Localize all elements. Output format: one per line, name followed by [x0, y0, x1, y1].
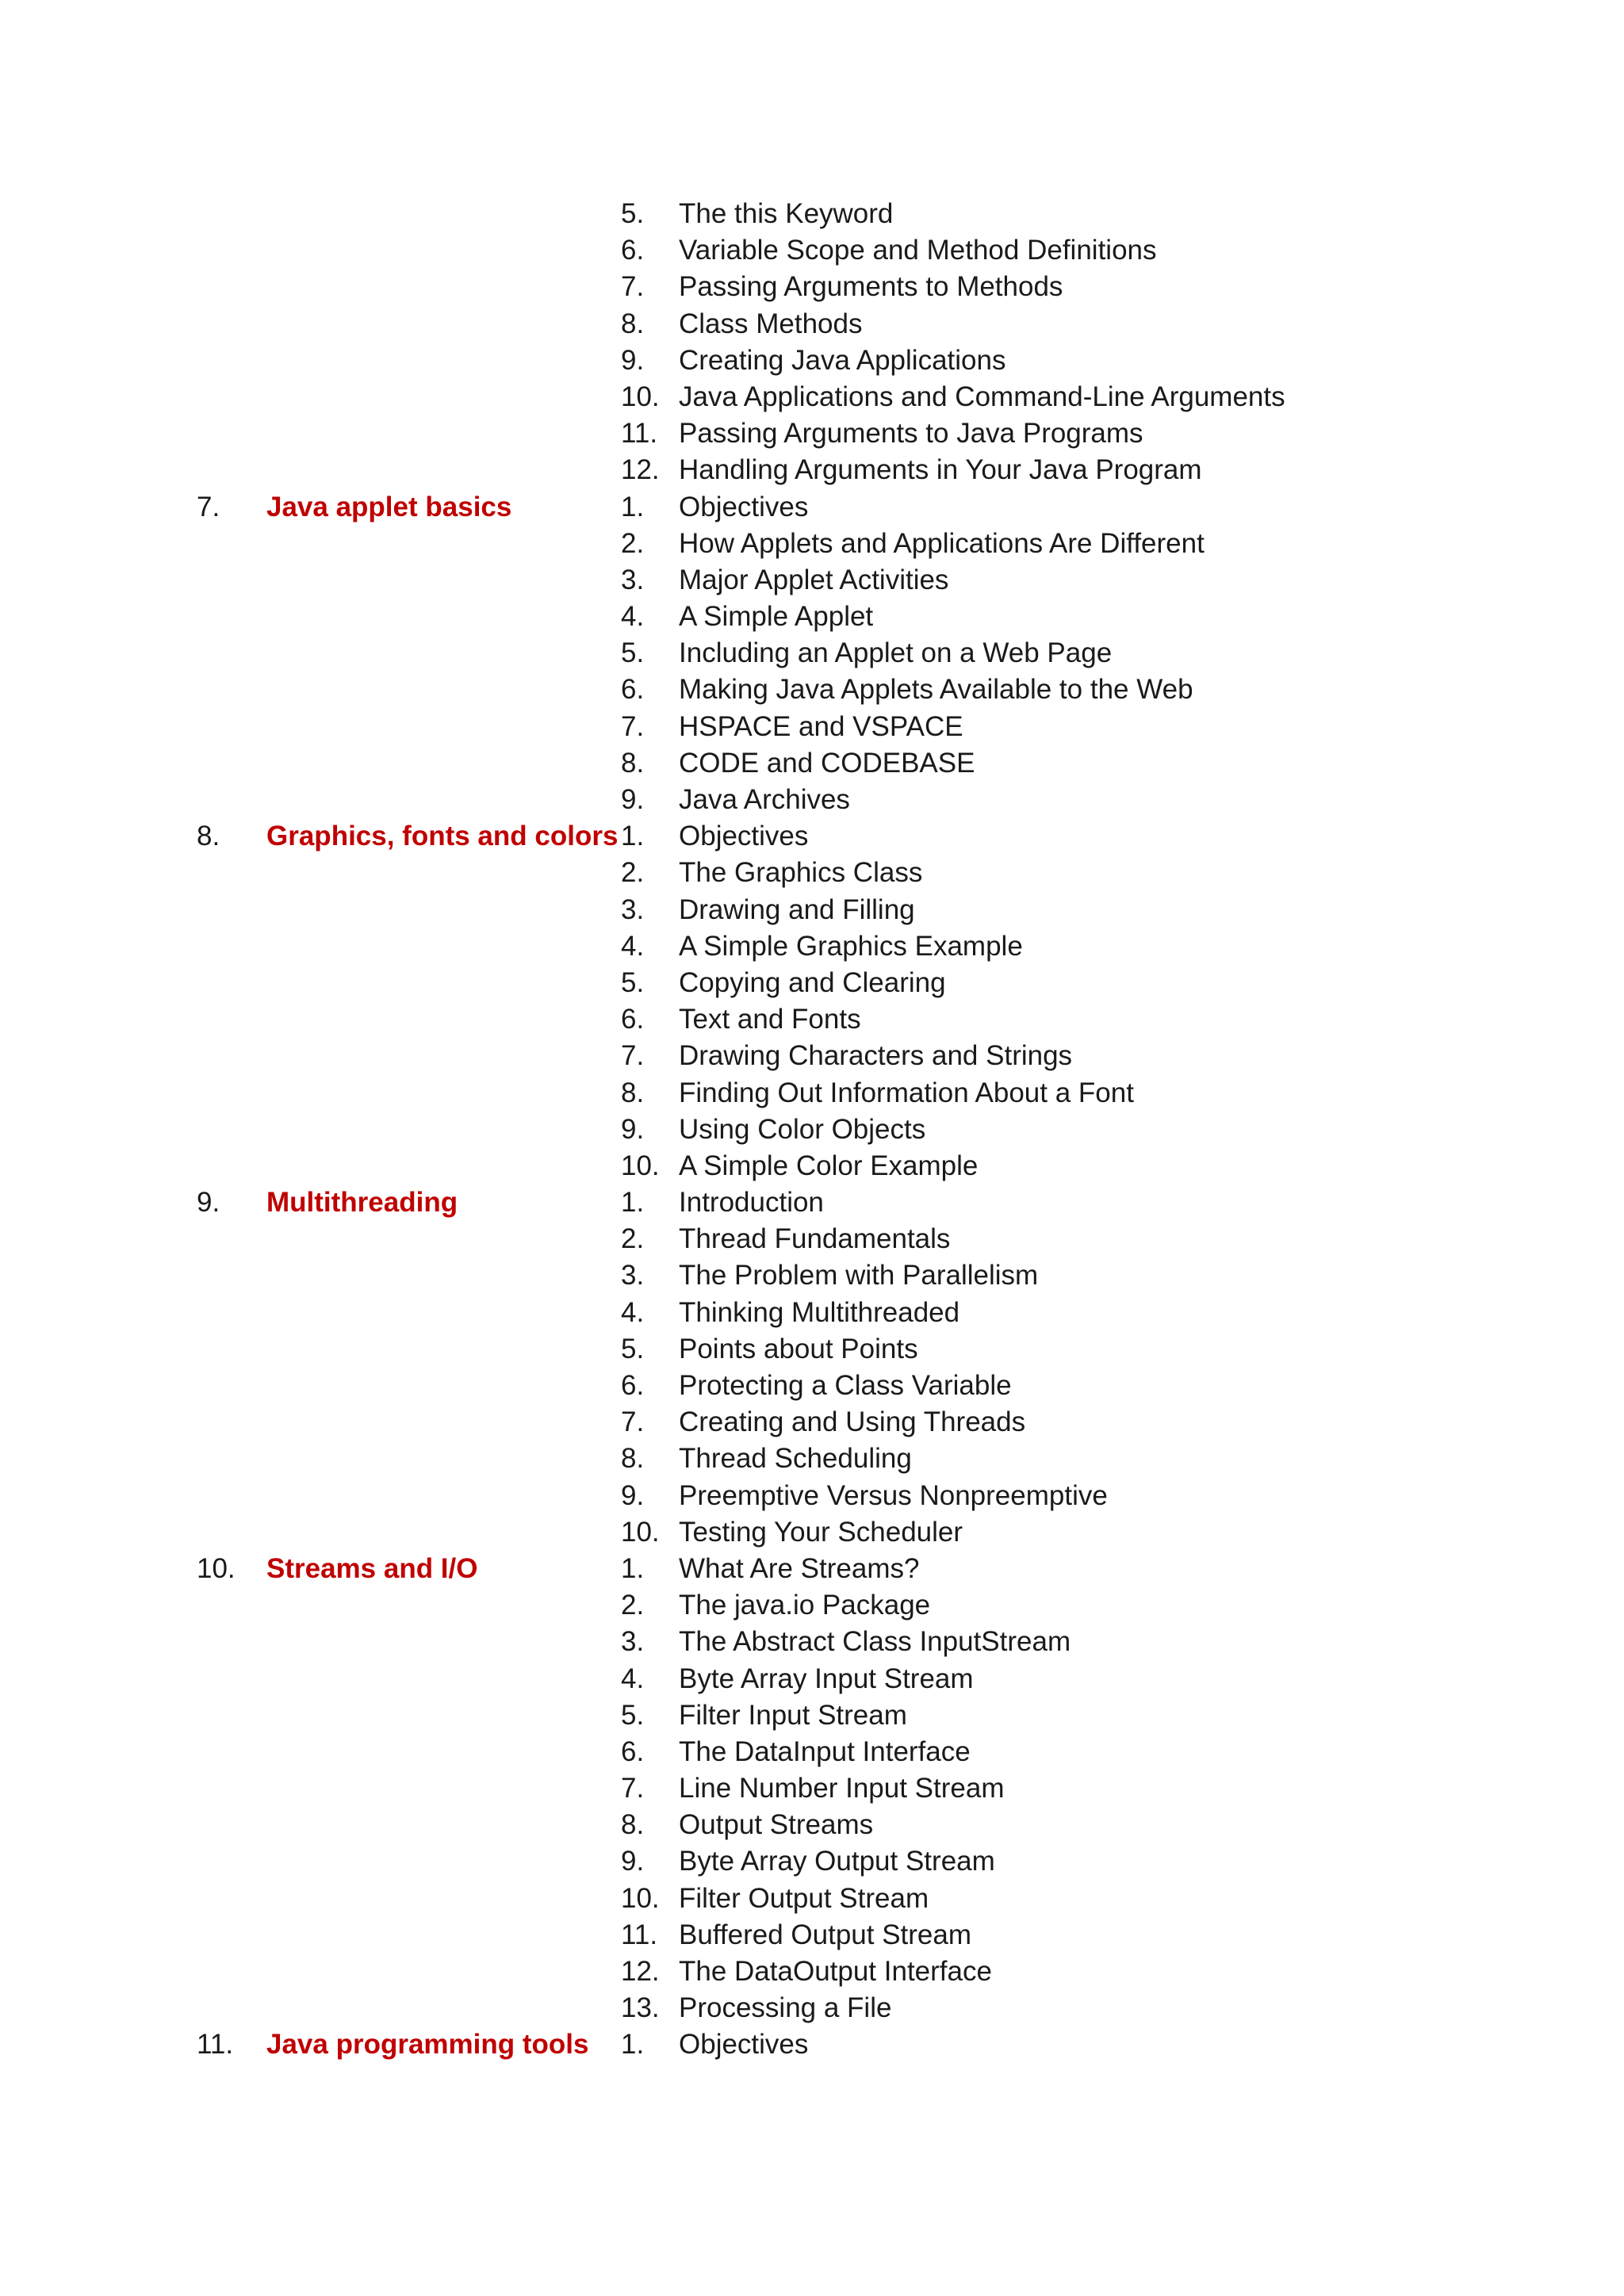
toc-row [0, 1954, 1624, 1990]
topic-number: 9. [621, 1846, 645, 1877]
toc-row [0, 1112, 1624, 1148]
toc-row [0, 1917, 1624, 1954]
topic-title: The Graphics Class [679, 857, 923, 889]
topic-title: Filter Input Stream [679, 1699, 907, 1731]
topic-number: 3. [621, 1260, 645, 1292]
topic-number: 12. [621, 454, 660, 486]
toc-row [0, 1551, 1624, 1587]
toc-row [0, 1514, 1624, 1551]
topic-number: 3. [621, 564, 645, 595]
topic-title: Using Color Objects [679, 1113, 926, 1145]
topic-number: 1. [621, 2029, 645, 2061]
topic-number: 7. [621, 1406, 645, 1438]
chapter-title: Multithreading [266, 1187, 458, 1219]
topic-number: 6. [621, 1370, 645, 1401]
chapter-title: Graphics, fonts and colors [266, 821, 619, 852]
topic-title: Handling Arguments in Your Java Program [679, 454, 1202, 486]
topic-number: 3. [621, 1626, 645, 1658]
toc-row [0, 1038, 1624, 1074]
topic-title: Line Number Input Stream [679, 1773, 1005, 1804]
toc-row [0, 1770, 1624, 1807]
topic-title: A Simple Graphics Example [679, 930, 1023, 962]
toc-row [0, 342, 1624, 379]
topic-title: The Abstract Class InputStream [679, 1626, 1071, 1658]
topic-title: Drawing and Filling [679, 894, 915, 925]
topic-number: 7. [621, 710, 645, 742]
toc-row [0, 1661, 1624, 1697]
topic-title: How Applets and Applications Are Different [679, 527, 1205, 559]
toc-row [0, 1221, 1624, 1257]
topic-title: Creating Java Applications [679, 344, 1006, 376]
toc-row [0, 1587, 1624, 1624]
toc-row [0, 855, 1624, 891]
topic-title: Filter Output Stream [679, 1882, 929, 1914]
topic-number: 7. [621, 1040, 645, 1072]
topic-title: What Are Streams? [679, 1552, 920, 1584]
toc-row [0, 1697, 1624, 1734]
topic-number: 9. [621, 784, 645, 815]
toc-row [0, 892, 1624, 928]
topic-title: Preemptive Versus Nonpreemptive [679, 1479, 1108, 1511]
topic-title: The DataInput Interface [679, 1735, 971, 1767]
table-of-contents [0, 196, 1624, 2064]
topic-number: 8. [621, 1443, 645, 1475]
topic-number: 5. [621, 198, 645, 229]
topic-number: 9. [621, 1113, 645, 1145]
topic-number: 1. [621, 1552, 645, 1584]
topic-number: 4. [621, 601, 645, 633]
toc-row [0, 196, 1624, 232]
toc-row [0, 928, 1624, 965]
toc-row [0, 526, 1624, 562]
topic-title: HSPACE and VSPACE [679, 710, 963, 742]
topic-title: Passing Arguments to Java Programs [679, 418, 1143, 450]
topic-title: Creating and Using Threads [679, 1406, 1026, 1438]
topic-title: Points about Points [679, 1333, 918, 1364]
topic-number: 8. [621, 747, 645, 779]
topic-title: Testing Your Scheduler [679, 1516, 963, 1548]
topic-number: 8. [621, 1077, 645, 1108]
topic-title: Output Streams [679, 1809, 874, 1841]
topic-number: 4. [621, 930, 645, 962]
toc-row [0, 379, 1624, 415]
topic-number: 10. [621, 381, 660, 412]
topic-number: 7. [621, 271, 645, 303]
toc-row [0, 489, 1624, 526]
toc-row [0, 1295, 1624, 1331]
toc-row [0, 1478, 1624, 1514]
toc-row [0, 672, 1624, 708]
topic-title: Finding Out Information About a Font [679, 1077, 1134, 1108]
topic-title: Thinking Multithreaded [679, 1296, 960, 1328]
topic-title: Making Java Applets Available to the Web [679, 674, 1193, 706]
topic-title: The java.io Package [679, 1590, 931, 1621]
topic-number: 12. [621, 1956, 660, 1987]
toc-row [0, 1843, 1624, 1880]
topic-title: Objectives [679, 491, 809, 522]
topic-number: 10. [621, 1516, 660, 1548]
topic-number: 5. [621, 1333, 645, 1364]
topic-number: 9. [621, 1479, 645, 1511]
toc-row [0, 415, 1624, 452]
toc-row [0, 1184, 1624, 1221]
topic-number: 9. [621, 344, 645, 376]
chapter-number: 7. [197, 491, 220, 522]
toc-row [0, 745, 1624, 782]
topic-number: 2. [621, 1590, 645, 1621]
topic-title: Objectives [679, 821, 809, 852]
chapter-number: 10. [197, 1552, 236, 1584]
topic-title: A Simple Applet [679, 601, 874, 633]
chapter-title: Java programming tools [266, 2029, 589, 2061]
toc-row [0, 818, 1624, 855]
topic-title: Text and Fonts [679, 1004, 861, 1035]
topic-title: Drawing Characters and Strings [679, 1040, 1073, 1072]
toc-row [0, 709, 1624, 745]
topic-number: 8. [621, 1809, 645, 1841]
topic-title: Protecting a Class Variable [679, 1370, 1012, 1401]
topic-title: Objectives [679, 2029, 809, 2061]
topic-title: A Simple Color Example [679, 1150, 979, 1181]
chapter-number: 8. [197, 821, 220, 852]
topic-number: 6. [621, 1735, 645, 1767]
topic-number: 11. [621, 1919, 658, 1950]
topic-number: 2. [621, 1223, 645, 1255]
topic-number: 1. [621, 491, 645, 522]
topic-number: 5. [621, 637, 645, 669]
chapter-number: 11. [197, 2029, 234, 2061]
toc-row [0, 1734, 1624, 1770]
chapter-title: Streams and I/O [266, 1552, 478, 1584]
topic-title: Java Archives [679, 784, 850, 815]
topic-title: Class Methods [679, 308, 863, 339]
toc-row [0, 1624, 1624, 1660]
topic-number: 8. [621, 308, 645, 339]
topic-number: 3. [621, 894, 645, 925]
topic-title: Including an Applet on a Web Page [679, 637, 1113, 669]
topic-title: Thread Scheduling [679, 1443, 912, 1475]
toc-row [0, 1990, 1624, 2026]
topic-number: 4. [621, 1296, 645, 1328]
topic-title: The DataOutput Interface [679, 1956, 992, 1987]
toc-row [0, 965, 1624, 1001]
topic-title: CODE and CODEBASE [679, 747, 975, 779]
topic-title: Variable Scope and Method Definitions [679, 235, 1157, 266]
toc-row [0, 1075, 1624, 1112]
topic-title: The this Keyword [679, 198, 894, 229]
topic-title: Introduction [679, 1187, 824, 1219]
topic-number: 6. [621, 674, 645, 706]
toc-row [0, 599, 1624, 635]
toc-row [0, 269, 1624, 305]
topic-number: 6. [621, 235, 645, 266]
topic-number: 2. [621, 857, 645, 889]
topic-number: 7. [621, 1773, 645, 1804]
topic-title: Buffered Output Stream [679, 1919, 972, 1950]
topic-number: 13. [621, 1992, 660, 2024]
toc-row [0, 1001, 1624, 1038]
toc-row [0, 1148, 1624, 1184]
topic-title: Processing a File [679, 1992, 892, 2024]
topic-title: Byte Array Input Stream [679, 1663, 974, 1694]
topic-number: 11. [621, 418, 658, 450]
topic-number: 4. [621, 1663, 645, 1694]
toc-row [0, 452, 1624, 488]
topic-title: Copying and Clearing [679, 966, 946, 998]
topic-title: Major Applet Activities [679, 564, 949, 595]
toc-row [0, 1257, 1624, 1294]
topic-title: The Problem with Parallelism [679, 1260, 1039, 1292]
topic-number: 1. [621, 821, 645, 852]
chapter-number: 9. [197, 1187, 220, 1219]
topic-number: 5. [621, 966, 645, 998]
toc-row [0, 562, 1624, 599]
toc-row [0, 782, 1624, 818]
toc-row [0, 2026, 1624, 2063]
topic-number: 2. [621, 527, 645, 559]
topic-title: Java Applications and Command-Line Arguments [679, 381, 1285, 412]
toc-row [0, 1368, 1624, 1404]
toc-row [0, 1331, 1624, 1368]
toc-row [0, 306, 1624, 342]
toc-row [0, 1441, 1624, 1477]
topic-number: 1. [621, 1187, 645, 1219]
topic-number: 5. [621, 1699, 645, 1731]
topic-number: 6. [621, 1004, 645, 1035]
topic-title: Byte Array Output Stream [679, 1846, 995, 1877]
topic-number: 10. [621, 1882, 660, 1914]
chapter-title: Java applet basics [266, 491, 512, 522]
toc-row [0, 1881, 1624, 1917]
toc-row [0, 635, 1624, 672]
toc-row [0, 1404, 1624, 1441]
toc-row [0, 1807, 1624, 1843]
topic-title: Passing Arguments to Methods [679, 271, 1063, 303]
topic-number: 10. [621, 1150, 660, 1181]
toc-row [0, 232, 1624, 269]
topic-title: Thread Fundamentals [679, 1223, 951, 1255]
